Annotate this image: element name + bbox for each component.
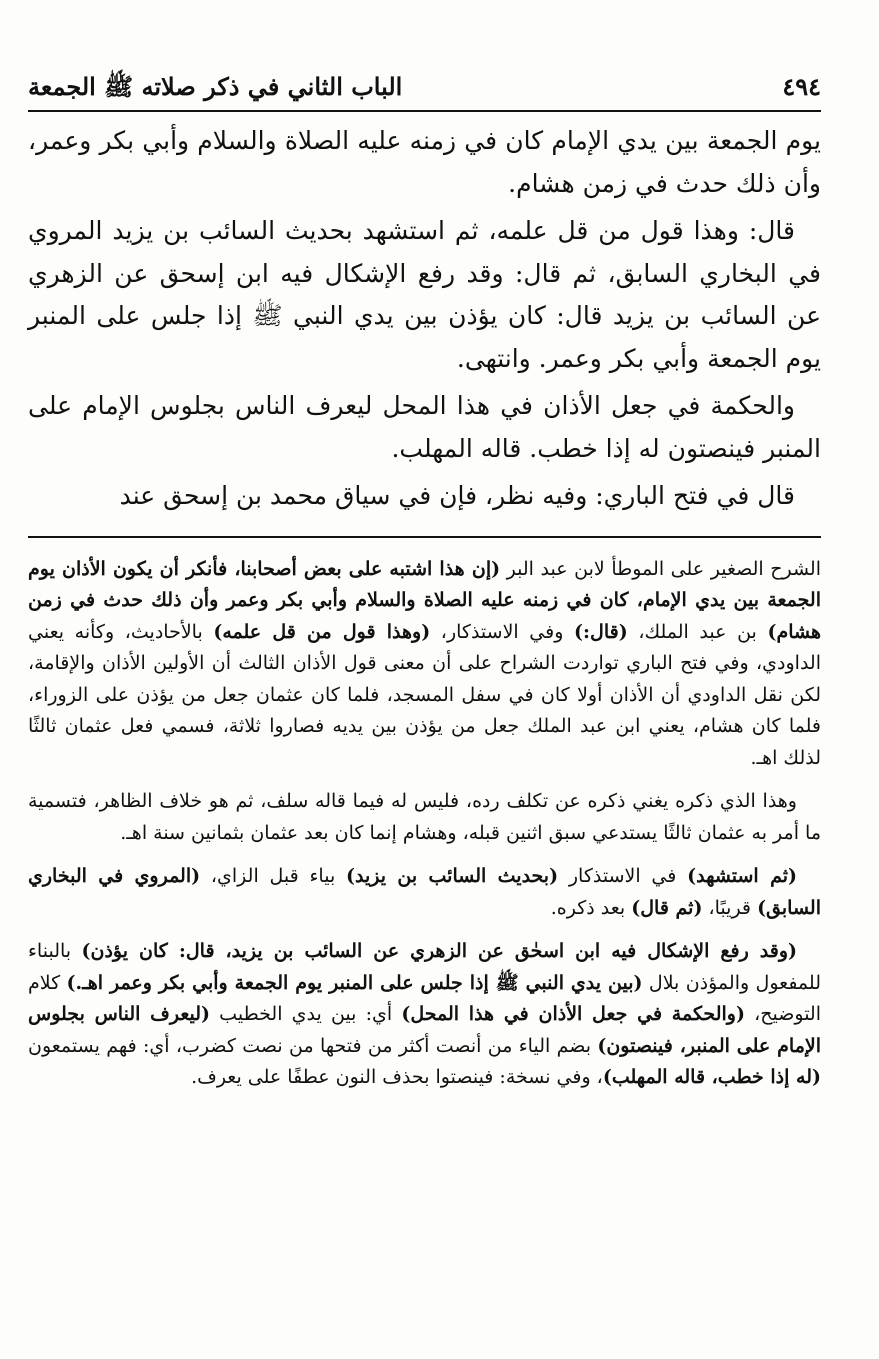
commentary-text-span: وفي الاستذكار، [430, 620, 575, 643]
commentary-text-span: بالأحاديث، وكأنه يعني الداودي، وفي فتح الباري تواردت الشراح على أن معنى قول الأذان الثالث أن الأولين الأذان والإقامة، لكن نقل الداودي أن الأذان أولا كان في سفل المسجد، فلما كان عثمان جعل من يؤذن على الزوراء، فلما كان هشام، يعني ابن عبد الملك جعل من يؤذن بين يديه فصاروا ثلاثة، فسمي فعل عثمان ثالثًا لذلك اهـ. [28, 620, 821, 769]
quoted-matn: (المروي في البخاري السابق) [28, 865, 821, 919]
main-paragraph-2: قال: وهذا قول من قل علمه، ثم استشهد بحديث السائب بن يزيد المروي في البخاري السابق، ثم قال: وقد رفع الإشكال فيه ابن إسحق عن الزهري عن السائب بن يزيد قال: كان يؤذن بين يدي النبي ﷺ إذا جلس على المنبر يوم الجمعة وأبي بكر وعمر. وانتهى. [28, 216, 821, 373]
quoted-matn: (والحكمة في جعل الأذان في هذا المحل) [401, 1003, 745, 1025]
page-header [28, 70, 821, 112]
commentary-paragraph-2: وهذا الذي ذكره يغني ذكره عن تكلف رده، فليس له فيما قاله سلف، ثم هو خلاف الظاهر، فتسمية ما أمر به عثمان ثالثًا يستدعي سبق اثنين قبله، وهشام إنما كان بعد عثمان بثمانين سنة اهـ. [28, 790, 821, 844]
quoted-matn: (إن هذا اشتبه على بعض أصحابنا، فأنكر أن يكون الأذان يوم الجمعة بين يدي الإمام، كان في زمنه عليه الصلاة والسلام وأبي بكر وعمر وأن ذلك حدث في زمن هشام) [28, 557, 821, 643]
quoted-matn: (ثم قال) [631, 896, 703, 919]
page-number: ٤٩٤ [782, 72, 821, 101]
commentary-text-span: الشرح الصغير على الموطأ لابن عبد البر [500, 557, 821, 580]
quoted-matn: (وهذا قول من قل علمه) [213, 620, 431, 643]
commentary-text-span: في الاستذكار [558, 865, 688, 887]
main-paragraph-3: والحكمة في جعل الأذان في هذا المحل ليعرف الناس بجلوس الإمام على المنبر فينصتون له إذا خطب. قاله المهلب. [28, 391, 821, 463]
commentary-text-span: ، وفي نسخة: فينصتوا بحذف النون عطفًا على يعرف. [191, 1066, 603, 1088]
commentary-text-span: بن عبد الملك، [627, 620, 768, 643]
commentary-paragraph-4 [28, 936, 821, 1094]
commentary-text-span: بضم الياء من أنصت أكثر من فتحها من نصت كضرب، أي: فهم يستمعون [28, 1034, 598, 1057]
commentary-paragraph-3 [28, 861, 821, 924]
footnote-divider [28, 536, 821, 538]
commentary-text-span: بالبناء للمفعول والمؤذن بلال [28, 940, 821, 994]
quoted-matn: (له إذا خطب، قاله المهلب) [602, 1066, 821, 1088]
quoted-matn: (قال:) [574, 620, 628, 643]
running-title: الباب الثاني في ذكر صلاته ﷺ الجمعة [28, 72, 403, 101]
quoted-matn: (ثم استشهد) [687, 865, 797, 887]
commentary-text-span: أي: بين يدي الخطيب [210, 1003, 402, 1025]
commentary-text [28, 554, 821, 1094]
commentary-text-span: قريبًا، [702, 896, 758, 919]
quoted-matn: (ليعرف الناس بجلوس الإمام على المنبر، فينصتون) [28, 1003, 821, 1057]
commentary-text-span: كلام التوضيح، [28, 971, 821, 1025]
commentary-text-span: بياء قبل الزاي، [200, 865, 347, 887]
commentary-paragraph-1 [28, 554, 821, 775]
quoted-matn: (بين يدي النبي ﷺ إذا جلس على المنبر يوم الجمعة وأبي بكر وعمر اهـ.) [66, 971, 643, 994]
quoted-matn: (بحديث السائب بن يزيد) [346, 865, 559, 887]
main-paragraph-1: يوم الجمعة بين يدي الإمام كان في زمنه عليه الصلاة والسلام وأبي بكر وعمر، وأن ذلك حدث في زمن هشام. [28, 126, 821, 198]
quoted-matn: (وقد رفع الإشكال فيه ابن اسحٰق عن الزهري عن السائب بن يزيد، قال: كان يؤذن) [81, 940, 797, 962]
commentary-text-span: بعد ذكره. [550, 896, 632, 919]
main-text [28, 120, 821, 518]
main-paragraph-4: قال في فتح الباري: وفيه نظر، فإن في سياق محمد بن إسحق عند [119, 481, 795, 510]
